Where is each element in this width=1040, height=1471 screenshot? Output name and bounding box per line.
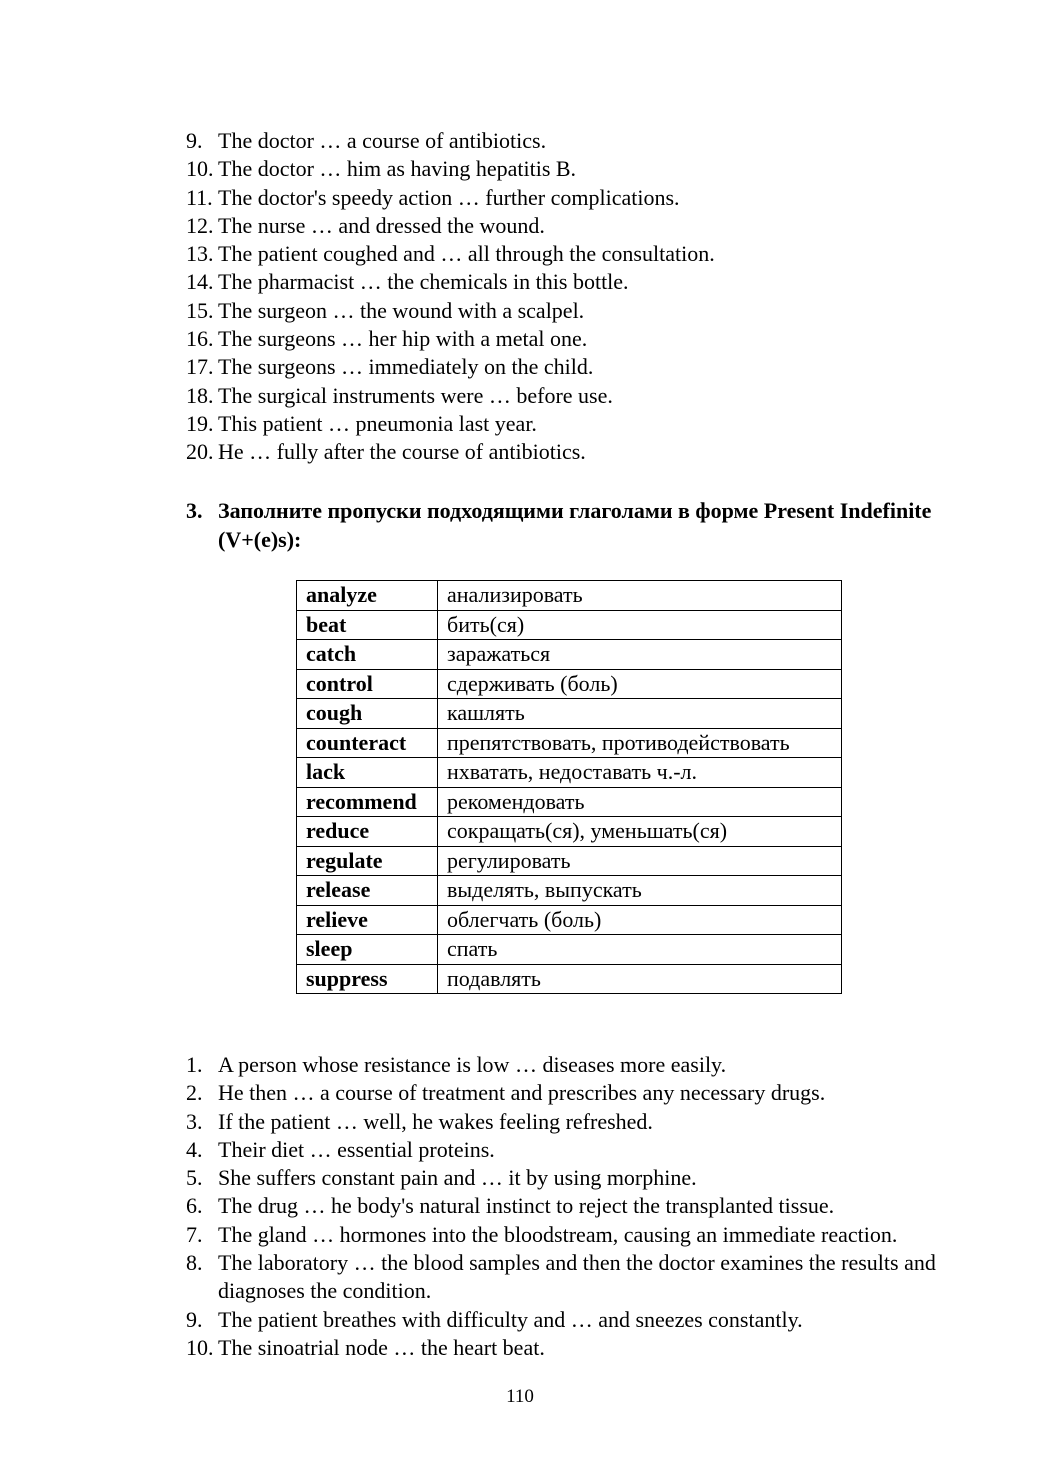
list-item bbox=[186, 1164, 986, 1192]
russian-translation: регулировать bbox=[438, 846, 842, 876]
item-number: 11. bbox=[186, 184, 213, 210]
item-number: 17. bbox=[186, 354, 214, 380]
item-number: 16. bbox=[186, 326, 214, 352]
item-number: 4. bbox=[186, 1136, 203, 1162]
russian-translation: подавлять bbox=[438, 964, 842, 994]
list-item bbox=[186, 268, 986, 296]
table-row bbox=[297, 787, 842, 817]
item-text: He then … a course of treatment and prescribes any necessary drugs. bbox=[218, 1080, 826, 1106]
english-verb: analyze bbox=[297, 581, 438, 611]
list-item bbox=[186, 1051, 986, 1079]
item-text: The sinoatrial node … the heart beat. bbox=[218, 1334, 545, 1360]
list-item bbox=[186, 1221, 986, 1249]
item-text: Their diet … essential proteins. bbox=[218, 1136, 495, 1162]
english-verb: catch bbox=[297, 640, 438, 670]
table-row bbox=[297, 581, 842, 611]
list-item bbox=[186, 410, 986, 438]
item-text: The doctor … a course of antibiotics. bbox=[218, 128, 547, 153]
item-text: The surgical instruments were … before use. bbox=[218, 382, 613, 408]
table-row bbox=[297, 728, 842, 758]
table-row bbox=[297, 758, 842, 788]
item-text: The doctor's speedy action … further complications. bbox=[218, 184, 680, 210]
item-number: 6. bbox=[186, 1193, 203, 1219]
item-text: The patient breathes with difficulty and … and sneezes constantly. bbox=[218, 1306, 803, 1332]
russian-translation: сдерживать (боль) bbox=[438, 669, 842, 699]
list-item bbox=[186, 382, 986, 410]
item-number: 9. bbox=[186, 1306, 203, 1332]
item-number: 10. bbox=[186, 156, 214, 182]
table-row bbox=[297, 640, 842, 670]
russian-translation: рекомендовать bbox=[438, 787, 842, 817]
exercise-title: Заполните пропуски подходящими глаголами в форме Present Indefinite (V+(e)s): bbox=[218, 498, 932, 552]
item-text: The pharmacist … the chemicals in this bottle. bbox=[218, 269, 629, 295]
item-number: 18. bbox=[186, 382, 214, 408]
russian-translation: облегчать (боль) bbox=[438, 905, 842, 935]
item-text: If the patient … well, he wakes feeling refreshed. bbox=[218, 1108, 653, 1134]
list-item bbox=[186, 1334, 986, 1362]
list-item bbox=[186, 184, 986, 212]
item-text: A person whose resistance is low … diseases more easily. bbox=[218, 1052, 727, 1077]
english-verb: control bbox=[297, 669, 438, 699]
item-number: 3. bbox=[186, 1108, 203, 1134]
table-row bbox=[297, 610, 842, 640]
item-text: The surgeon … the wound with a scalpel. bbox=[218, 297, 585, 323]
list-item bbox=[186, 353, 986, 381]
item-number: 5. bbox=[186, 1165, 203, 1191]
english-verb: lack bbox=[297, 758, 438, 788]
list-item bbox=[186, 438, 986, 466]
table-row bbox=[297, 905, 842, 935]
item-text: This patient … pneumonia last year. bbox=[218, 410, 537, 436]
english-verb: beat bbox=[297, 610, 438, 640]
item-text: The gland … hormones into the bloodstream, causing an immediate reaction. bbox=[218, 1221, 898, 1247]
table-row bbox=[297, 669, 842, 699]
exercise-number: 3. bbox=[186, 498, 203, 523]
english-verb: reduce bbox=[297, 817, 438, 847]
item-number: 14. bbox=[186, 269, 214, 295]
english-verb: recommend bbox=[297, 787, 438, 817]
list-item bbox=[186, 240, 986, 268]
russian-translation: препятствовать, противодействовать bbox=[438, 728, 842, 758]
exercise-3-sentences bbox=[186, 1051, 986, 1362]
item-text: The surgeons … immediately on the child. bbox=[218, 354, 594, 380]
item-number: 7. bbox=[186, 1221, 203, 1247]
item-number: 1. bbox=[186, 1052, 203, 1077]
item-text: The patient coughed and … all through the consultation. bbox=[218, 241, 715, 267]
item-number: 10. bbox=[186, 1334, 214, 1360]
item-text: The drug … he body's natural instinct to reject the transplanted tissue. bbox=[218, 1193, 835, 1219]
english-verb: regulate bbox=[297, 846, 438, 876]
russian-translation: кашлять bbox=[438, 699, 842, 729]
russian-translation: выделять, выпускать bbox=[438, 876, 842, 906]
english-verb: relieve bbox=[297, 905, 438, 935]
english-verb: counteract bbox=[297, 728, 438, 758]
item-number: 20. bbox=[186, 439, 214, 465]
exercise-2-sentences bbox=[186, 127, 986, 467]
item-text: The doctor … him as having hepatitis B. bbox=[218, 156, 577, 182]
list-item bbox=[186, 1249, 986, 1306]
table-row bbox=[297, 964, 842, 994]
table-row bbox=[297, 876, 842, 906]
list-item bbox=[186, 1306, 986, 1334]
english-verb: release bbox=[297, 876, 438, 906]
list-item bbox=[186, 155, 986, 183]
table-row bbox=[297, 846, 842, 876]
item-text: She suffers constant pain and … it by using morphine. bbox=[218, 1165, 697, 1191]
russian-translation: сокращать(ся), уменьшать(ся) bbox=[438, 817, 842, 847]
item-number: 2. bbox=[186, 1080, 203, 1106]
item-text: The laboratory … the blood samples and then the doctor examines the results and diagnoses the condition. bbox=[218, 1250, 936, 1304]
page-number: 110 bbox=[506, 1386, 534, 1407]
item-number: 9. bbox=[186, 128, 203, 153]
english-verb: cough bbox=[297, 699, 438, 729]
item-number: 13. bbox=[186, 241, 214, 267]
list-item bbox=[186, 1136, 986, 1164]
list-item bbox=[186, 1108, 986, 1136]
item-number: 8. bbox=[186, 1250, 203, 1276]
russian-translation: нхватать, недоставать ч.-л. bbox=[438, 758, 842, 788]
vocabulary-table bbox=[296, 580, 842, 994]
item-text: He … fully after the course of antibiotics. bbox=[218, 439, 586, 465]
english-verb: suppress bbox=[297, 964, 438, 994]
list-item bbox=[186, 297, 986, 325]
item-number: 19. bbox=[186, 410, 214, 436]
english-verb: sleep bbox=[297, 935, 438, 965]
list-item bbox=[186, 1192, 986, 1220]
table-row bbox=[297, 817, 842, 847]
russian-translation: бить(ся) bbox=[438, 610, 842, 640]
list-item bbox=[186, 127, 986, 155]
item-number: 12. bbox=[186, 212, 214, 238]
russian-translation: заражаться bbox=[438, 640, 842, 670]
list-item bbox=[186, 325, 986, 353]
item-text: The nurse … and dressed the wound. bbox=[218, 212, 545, 238]
table-row bbox=[297, 935, 842, 965]
list-item bbox=[186, 1079, 986, 1107]
item-number: 15. bbox=[186, 297, 214, 323]
russian-translation: анализировать bbox=[438, 581, 842, 611]
item-text: The surgeons … her hip with a metal one. bbox=[218, 326, 588, 352]
table-row bbox=[297, 699, 842, 729]
list-item bbox=[186, 212, 986, 240]
russian-translation: спать bbox=[438, 935, 842, 965]
